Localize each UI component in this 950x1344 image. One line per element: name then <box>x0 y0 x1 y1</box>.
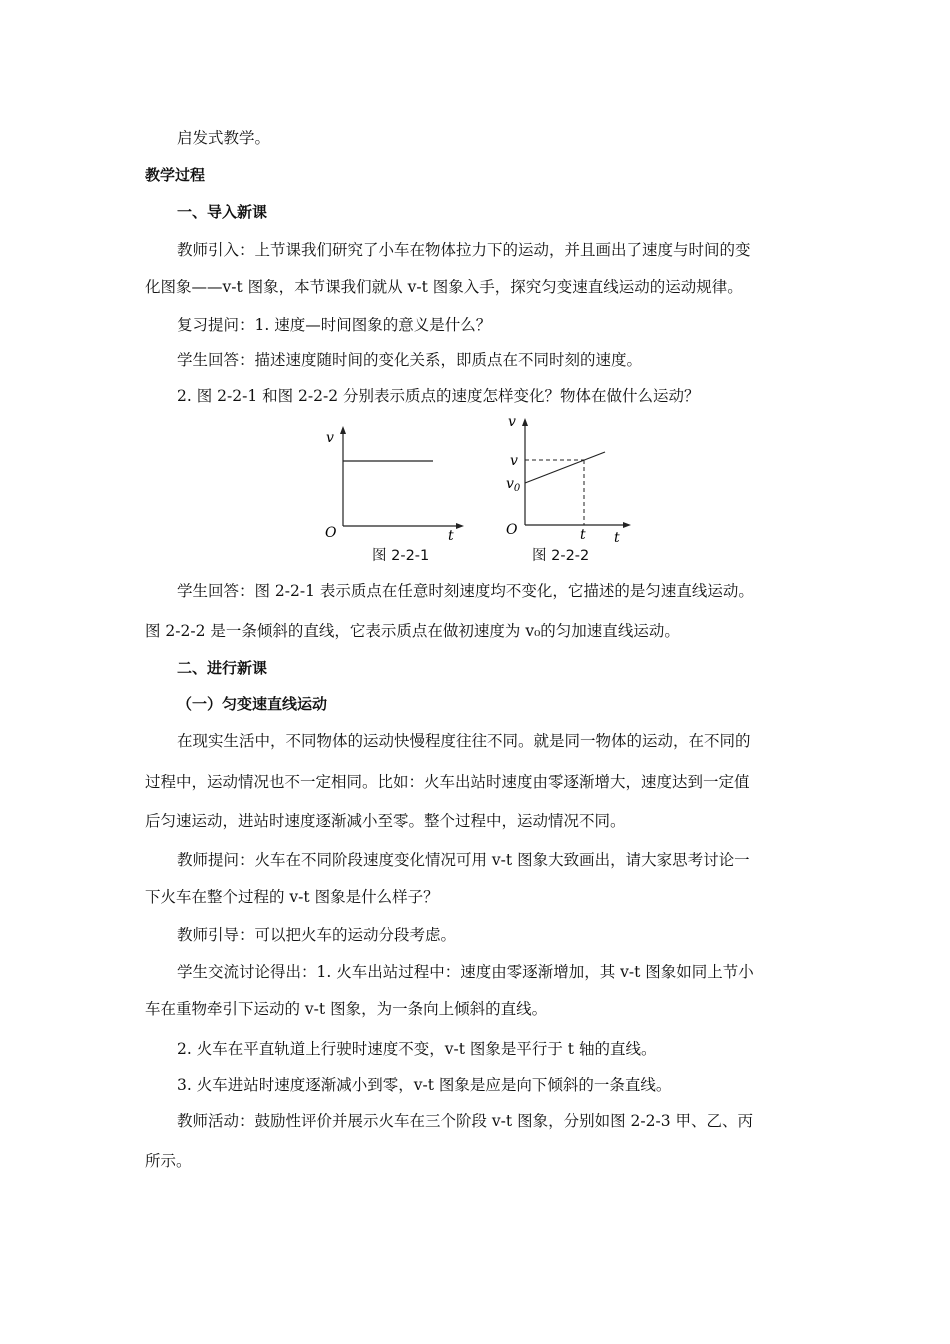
velocity-line <box>525 452 605 483</box>
t-axis-arrow <box>623 522 631 528</box>
v-axis-arrow <box>522 418 528 426</box>
text-line: 图 2-2-2 是一条倾斜的直线，它表示质点在做初速度为 v₀的匀加速直线运动。 <box>145 622 680 640</box>
text-line: 教师提问：火车在不同阶段速度变化情况可用 v-t 图象大致画出，请大家思考讨论一 <box>177 851 750 869</box>
text-line: 复习提问：1. 速度—时间图象的意义是什么？ <box>177 316 492 334</box>
v-axis-label: v <box>326 430 334 446</box>
origin-label: O <box>325 525 337 541</box>
text-line: 2. 图 2-2-1 和图 2-2-2 分别表示质点的速度怎样变化？物体在做什么运动？ <box>177 387 700 405</box>
text-line: 学生回答：描述速度随时间的变化关系，即质点在不同时刻的速度。 <box>177 351 643 369</box>
text-line: 教师活动：鼓励性评价并展示火车在三个阶段 v-t 图象，分别如图 2-2-3 甲、乙、丙 <box>177 1112 753 1130</box>
t-axis-label: t <box>614 530 620 545</box>
figure-caption-2-2-2: 图 2-2-2 <box>532 548 590 564</box>
text-line: 过程中，运动情况也不一定相同。比如：火车出站时速度由零逐渐增大，速度达到一定值 <box>145 773 750 791</box>
text-line: 教师引入：上节课我们研究了小车在物体拉力下的运动，并且画出了速度与时间的变 <box>177 241 751 259</box>
text-line: 学生交流讨论得出：1. 火车出站过程中：速度由零逐渐增加，其 v-t 图象如同上节小 <box>177 963 754 981</box>
text-line: 车在重物牵引下运动的 v-t 图象，为一条向上倾斜的直线。 <box>145 1000 548 1018</box>
text-line: 启发式教学。 <box>177 129 271 147</box>
text-line: 教师引导：可以把火车的运动分段考虑。 <box>177 926 457 944</box>
subsection-heading: （一）匀变速直线运动 <box>177 695 328 713</box>
section-heading-new: 二、进行新课 <box>177 659 268 677</box>
text-line: 学生回答：图 2-2-1 表示质点在任意时刻速度均不变化，它描述的是匀速直线运动。 <box>177 582 754 600</box>
text-line: 在现实生活中，不同物体的运动快慢程度往往不同。就是同一物体的运动，在不同的 <box>177 732 751 750</box>
text-line: 所示。 <box>145 1152 192 1170</box>
text-line: 3. 火车进站时速度逐渐减小到零，v-t 图象是应是向下倾斜的一条直线。 <box>177 1076 672 1094</box>
section-heading-intro: 一、导入新课 <box>177 203 268 221</box>
t-mark-label: t <box>580 527 586 543</box>
section-heading-process: 教学过程 <box>145 166 206 184</box>
text-line: 下火车在整个过程的 v-t 图象是什么样子？ <box>145 888 439 906</box>
text-line: 化图象——v-t 图象，本节课我们就从 v-t 图象入手，探究匀变速直线运动的运动规律。 <box>145 278 743 296</box>
t-axis-label: t <box>448 528 454 544</box>
text-line: 后匀速运动，进站时速度逐渐减小至零。整个过程中，运动情况不同。 <box>145 812 626 830</box>
v-mark-label: v <box>510 453 518 469</box>
v0-label: $v_0$ <box>506 476 521 494</box>
origin-label: O <box>506 522 518 538</box>
figure-2-2-1 <box>318 420 468 545</box>
v-axis-arrow <box>340 426 346 434</box>
figure-caption-2-2-1: 图 2-2-1 <box>372 548 430 564</box>
t-axis-arrow <box>456 523 464 529</box>
text-line: 2. 火车在平直轨道上行驶时速度不变，v-t 图象是平行于 t 轴的直线。 <box>177 1040 657 1058</box>
figure-2-2-2 <box>500 410 635 545</box>
v-axis-label: v <box>508 414 516 430</box>
